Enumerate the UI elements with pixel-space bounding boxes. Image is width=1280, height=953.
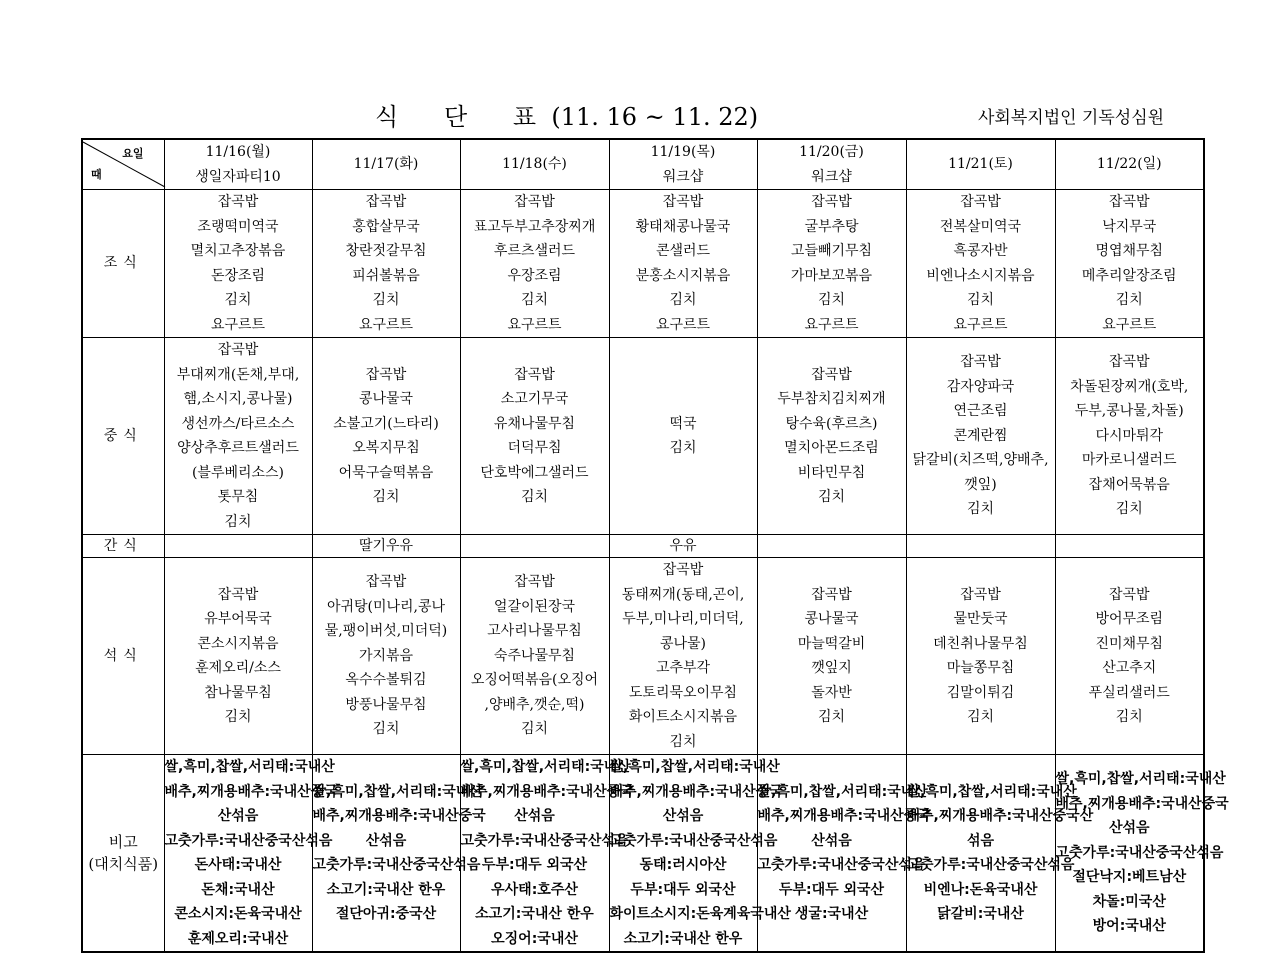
menu-item: 콘샐러드 [655, 243, 711, 259]
menu-item: (블루베리소스) [191, 464, 285, 481]
menu-cell [609, 535, 757, 558]
origin-note: 쌀,흑미,찹쌀,서리태:국내산 [312, 783, 483, 800]
menu-item: 연근조림 [953, 403, 1008, 420]
remarks-title: 비고 [108, 833, 138, 851]
menu-item: 잡곡밥 [1108, 586, 1150, 603]
menu-item: 김치 [224, 709, 252, 725]
menu-item: 콩나물) [659, 635, 707, 652]
origin-note: 배추,찌개용배추:국내산중국 [312, 808, 486, 824]
origin-note: 고춧가루:국내산중국산섞음 [609, 832, 778, 849]
meal-row-0 [82, 190, 1204, 338]
menu-cell [906, 558, 1055, 755]
menu-item: 얼갈이된장국 [493, 598, 576, 615]
menu-item: 고사리나물무침 [487, 623, 582, 640]
meal-plan-table [81, 138, 1229, 953]
menu-item: 화이트소시지볶음 [628, 709, 738, 725]
menu-item: 명엽채무침 [1095, 243, 1164, 259]
menu-item: 양상추후르트샐러드 [177, 440, 299, 456]
menu-cell [906, 535, 1055, 558]
meal-label: 간식 [82, 535, 164, 558]
meal-row-1 [82, 338, 1204, 535]
menu-item: 김치 [520, 721, 549, 738]
menu-item: 우장조림 [507, 267, 562, 284]
menu-cell [1055, 190, 1204, 338]
menu-cell [312, 558, 460, 755]
origin-note: 배추,찌개용배추:국내산중국 [164, 783, 338, 800]
meal-label: 석식 [82, 558, 164, 755]
day-date: 11/22(일) [1096, 156, 1162, 173]
menu-item: 깻잎지 [811, 660, 852, 676]
menu-item: 잡곡밥 [514, 194, 555, 210]
menu-item: 홍합살무국 [352, 218, 420, 235]
menu-item: 두부,콩나물,차돌) [1074, 403, 1184, 420]
meal-row-3 [82, 558, 1204, 755]
origin-note: 쌀,흑미,찹쌀,서리태:국내산 [164, 759, 335, 775]
menu-item: 마늘쫑무침 [946, 660, 1015, 676]
menu-item: 김치 [520, 292, 549, 308]
menu-item: 두부,미나리,미더덕, [622, 611, 744, 627]
menu-item: 피쉬볼볶음 [352, 267, 420, 284]
menu-item: 잡채어묵볶음 [1088, 476, 1170, 493]
menu-item: 물,팽이버섯,미더덕) [324, 623, 448, 640]
menu-item: 고들빼기무침 [790, 243, 873, 259]
menu-item: 요구르트 [210, 316, 266, 333]
menu-cell [312, 190, 460, 338]
origin-note: 고춧가루:국내산중국산섞음 [1055, 844, 1224, 861]
menu-item: 산고추지 [1102, 660, 1157, 676]
menu-cell [757, 338, 906, 535]
origin-note: 고춧가루:국내산중국산섞음 [164, 832, 333, 849]
origin-note: 배추,찌개용배추:국내산중국 [757, 808, 931, 824]
menu-item: 더덕무침 [507, 440, 562, 456]
menu-item: 잡곡밥 [1108, 354, 1150, 371]
menu-item: 훈제오리/소스 [195, 660, 281, 676]
menu-cell [460, 338, 609, 535]
origin-note: 쌀,흑미,찹쌀,서리태:국내산 [906, 783, 1077, 800]
menu-item: 잡곡밥 [365, 366, 407, 383]
menu-item: 차돌된장찌개(호박, [1070, 378, 1189, 395]
origin-note: 절단낙지:베트남산 [1072, 869, 1187, 886]
origin-note: 두부:대두 외국산 [481, 857, 588, 873]
origin-note: 생굴:국내산 [794, 906, 869, 922]
origin-note: 고춧가루:국내산중국산섞음 [906, 857, 1075, 873]
menu-item: 잡곡밥 [217, 586, 259, 603]
menu-item: 숙주나물무침 [493, 647, 576, 664]
origin-note: 산섞음 [1108, 820, 1150, 837]
menu-item: 김치 [669, 733, 697, 750]
menu-item: 김치 [966, 292, 995, 308]
header-row [82, 139, 1204, 190]
menu-item: 요구르트 [507, 316, 562, 333]
menu-item: 김치 [372, 292, 400, 308]
menu-item: 멸치아몬드조림 [784, 440, 879, 456]
origin-note: 산섞음 [811, 832, 852, 849]
menu-cell [757, 535, 906, 558]
menu-item: 김치 [372, 489, 400, 505]
menu-item: 김치 [372, 721, 400, 738]
menu-item: 동태찌개(동태,곤이, [621, 586, 745, 603]
origin-note: 돈채:국내산 [201, 881, 275, 898]
menu-item: 데친취나물무침 [933, 635, 1028, 652]
menu-cell [460, 535, 609, 558]
menu-item: 우유 [669, 538, 697, 554]
menu-item: 김치 [224, 513, 252, 530]
day-header [312, 139, 460, 190]
menu-item: 멸치고추장볶음 [190, 243, 286, 259]
origin-note-cell [1055, 755, 1229, 953]
origin-note: 쌀,흑미,찹쌀,서리태:국내산 [757, 783, 928, 800]
menu-item: 잡곡밥 [217, 342, 259, 358]
menu-item: 잡곡밥 [514, 366, 555, 383]
menu-item: ,양배추,깻순,떡) [484, 696, 585, 713]
menu-item: 김치 [1115, 501, 1143, 518]
menu-cell [164, 190, 312, 338]
menu-item: 유부어묵국 [204, 611, 272, 627]
origin-note-cell [164, 755, 338, 953]
menu-cell [312, 535, 460, 558]
day-date: 11/21(토) [948, 156, 1013, 173]
menu-item: 유채나물무침 [493, 415, 576, 432]
menu-item: 전복살미역국 [939, 218, 1022, 235]
origin-note-cell [757, 755, 931, 953]
origin-note: 소고기:국내산 한우 [475, 906, 594, 922]
menu-item: 창란젓갈무침 [345, 243, 427, 259]
origin-note: 쌀,흑미,찹쌀,서리태:국내산 [609, 759, 780, 775]
menu-cell [164, 535, 312, 558]
menu-item: 낙지무국 [1102, 218, 1157, 235]
menu-item: 잡곡밥 [811, 194, 852, 210]
origin-note: 섞음 [966, 832, 995, 849]
menu-item: 오복지무침 [352, 440, 420, 456]
menu-cell [164, 558, 312, 755]
day-header [609, 139, 757, 190]
menu-item: 두부참치김치찌개 [777, 391, 886, 407]
menu-item: 옥수수볼튀김 [345, 672, 427, 689]
meal-row-2 [82, 535, 1204, 558]
menu-item: 가지볶음 [358, 647, 414, 664]
menu-item: 깻잎) [964, 476, 997, 493]
day-date: 11/18(수) [502, 156, 567, 173]
menu-item: 잡곡밥 [365, 194, 407, 210]
origin-note-cell [312, 755, 486, 953]
origin-note: 화이트소시지:돈육계육국내산 [609, 906, 791, 922]
menu-cell [757, 558, 906, 755]
menu-item: 분홍소시지볶음 [635, 267, 731, 284]
menu-item: 방풍나물무침 [345, 696, 427, 713]
menu-item: 잡곡밥 [1108, 194, 1150, 210]
menu-cell [609, 558, 757, 755]
menu-item: 고추부각 [655, 660, 711, 676]
corner-diagonal [83, 142, 164, 187]
menu-item: 톳무침 [217, 489, 259, 505]
origin-note: 배추,찌개용배추:국내산중국 [460, 783, 634, 800]
menu-item: 잡곡밥 [217, 194, 259, 210]
origin-note-cell [609, 755, 791, 953]
menu-cell [460, 558, 609, 755]
origin-note: 산섞음 [514, 808, 555, 824]
menu-item: 소불고기(느타리) [333, 415, 439, 432]
menu-item: 요구르트 [1102, 316, 1157, 333]
menu-item: 닭갈비(치즈떡,양배추, [912, 452, 1049, 469]
menu-cell [906, 190, 1055, 338]
menu-item: 도토리묵오이무침 [628, 684, 738, 701]
origin-note: 오징어:국내산 [491, 930, 578, 947]
menu-item: 조랭떡미역국 [197, 218, 279, 235]
menu-item: 돌자반 [811, 684, 852, 701]
menu-item: 황태채콩나물국 [635, 218, 731, 235]
menu-cell [460, 190, 609, 338]
menu-item: 김말이튀김 [946, 684, 1015, 701]
menu-item: 김치 [1115, 292, 1143, 308]
origin-note: 두부:대두 외국산 [630, 881, 736, 898]
menu-item: 김치 [520, 489, 549, 505]
menu-item: 잡곡밥 [960, 354, 1001, 371]
origin-note: 산섞음 [217, 808, 259, 824]
menu-cell [609, 338, 757, 535]
menu-item: 가마보꼬볶음 [790, 267, 873, 284]
menu-item: 잡곡밥 [514, 574, 555, 591]
menu-cell [609, 190, 757, 338]
menu-item: 김치 [817, 489, 846, 505]
day-header [906, 139, 1055, 190]
menu-item: 비엔나소시지볶음 [926, 267, 1035, 284]
day-note: 워크샵 [662, 168, 704, 185]
origin-note: 닭갈비:국내산 [937, 906, 1024, 922]
menu-item: 탕수육(후르츠) [785, 415, 878, 432]
menu-cell [164, 338, 312, 535]
origin-note: 고춧가루:국내산중국산섞음 [460, 832, 629, 849]
origin-note: 훈제오리:국내산 [187, 930, 289, 947]
menu-cell [312, 338, 460, 535]
menu-item: 요구르트 [358, 316, 414, 333]
menu-item: 표고두부고추장찌개 [473, 218, 596, 235]
menu-item: 김치 [669, 292, 697, 308]
origin-note: 동태:러시아산 [639, 857, 727, 873]
menu-item: 돈장조림 [210, 267, 266, 284]
meal-label: 조식 [82, 190, 164, 338]
menu-item: 김치 [817, 709, 846, 725]
menu-item: 잡곡밥 [811, 586, 852, 603]
menu-item: 마늘떡갈비 [797, 635, 866, 652]
corner-day-label: 요일 [122, 147, 144, 160]
menu-item: 콩나물국 [804, 611, 859, 627]
menu-item: 소고기무국 [500, 391, 569, 407]
menu-item: 햄,소시지,콩나물) [183, 391, 293, 407]
menu-item: 다시마튀각 [1095, 427, 1164, 444]
menu-item: 요구르트 [655, 316, 711, 333]
menu-item: 메추리알장조림 [1081, 267, 1177, 284]
menu-item: 잡곡밥 [960, 586, 1001, 603]
menu-item: 김치 [966, 501, 995, 518]
origin-note: 쌀,흑미,찹쌀,서리태:국내산 [460, 759, 631, 775]
menu-item: 오징어떡볶음(오징어 [470, 672, 599, 689]
origin-note-cell [906, 755, 1094, 953]
menu-item: 잡곡밥 [960, 194, 1001, 210]
day-note: 생일자파티10 [195, 168, 281, 185]
remarks-label [82, 755, 164, 953]
menu-item: 방어무조림 [1095, 611, 1164, 627]
menu-item: 참나물무침 [204, 684, 272, 701]
origin-note: 우사태:호주산 [491, 881, 578, 898]
menu-item: 콩나물국 [358, 391, 414, 407]
menu-item: 콘계란찜 [953, 427, 1008, 444]
menu-item: 물만둣국 [953, 611, 1008, 627]
origin-note: 배추,찌개용배추:국내산중국산 [906, 808, 1094, 824]
menu-cell [1055, 338, 1204, 535]
origin-note-cell [460, 755, 634, 953]
menu-item: 딸기우유 [358, 538, 414, 554]
origin-note: 비엔나:돈육국내산 [923, 881, 1038, 898]
day-header [460, 139, 609, 190]
menu-item: 김치 [817, 292, 846, 308]
menu-item: 요구르트 [804, 316, 859, 333]
meal-label: 중식 [82, 338, 164, 535]
day-header [1055, 139, 1204, 190]
menu-item: 잡곡밥 [662, 194, 704, 210]
page-title: 식 단 표 (11. 16 ~ 11. 22) [375, 103, 759, 131]
menu-item: 진미채무침 [1095, 635, 1164, 652]
menu-item: 아귀탕(미나리,콩나 [326, 598, 446, 615]
menu-item: 후르츠샐러드 [493, 243, 576, 259]
menu-item: 김치 [669, 440, 697, 456]
menu-cell [1055, 535, 1204, 558]
origin-note: 소고기:국내산 한우 [326, 881, 446, 898]
menu-item: 마카로니샐러드 [1081, 452, 1177, 469]
origin-note: 소고기:국내산 한우 [623, 930, 743, 947]
menu-item: 흑콩자반 [953, 243, 1008, 259]
corner-meal-label: 때 [91, 168, 102, 181]
menu-item: 잡곡밥 [365, 574, 407, 591]
origin-note: 돈사태:국내산 [194, 857, 282, 873]
menu-item: 단호박에그샐러드 [480, 464, 589, 481]
origin-note: 산섞음 [662, 808, 704, 824]
origin-note: 절단아귀:중국산 [335, 906, 437, 922]
day-date: 11/19(목) [650, 144, 716, 160]
menu-item: 생선까스/타르소스 [181, 415, 295, 432]
menu-item: 푸실리샐러드 [1088, 684, 1170, 701]
remarks-subtitle: (대치식품) [88, 855, 159, 873]
day-header [757, 139, 906, 190]
menu-cell [1055, 558, 1204, 755]
menu-item: 김치 [966, 709, 995, 725]
menu-item: 잡곡밥 [811, 366, 852, 383]
organization-name: 사회복지법인 기독성심원 [978, 108, 1165, 128]
menu-item: 김치 [224, 292, 252, 308]
menu-item: 감자양파국 [946, 378, 1015, 395]
origin-note: 고춧가루:국내산중국산섞음 [757, 857, 926, 873]
day-date: 11/17(화) [353, 156, 419, 173]
origin-note: 배추,찌개용배추:국내산중국 [1055, 795, 1229, 812]
day-date: 11/20(금) [799, 144, 864, 160]
menu-item: 굴부추탕 [804, 218, 859, 235]
origin-note: 방어:국내산 [1092, 918, 1166, 935]
menu-item: 잡곡밥 [662, 562, 704, 578]
day-note: 워크샵 [811, 168, 852, 185]
origin-note: 고춧가루:국내산중국산섞음 [312, 857, 481, 873]
menu-item: 콘소시지볶음 [197, 635, 279, 652]
menu-cell [757, 190, 906, 338]
menu-item: 어묵구슬떡볶음 [338, 464, 434, 481]
day-date: 11/16(월) [205, 144, 271, 160]
origin-note: 콘소시지:돈육국내산 [174, 906, 302, 922]
remarks-row [82, 755, 1204, 953]
menu-item: 요구르트 [953, 316, 1008, 333]
menu-item: 김치 [1115, 709, 1143, 725]
origin-note: 두부:대두 외국산 [778, 881, 885, 898]
origin-note: 산섞음 [365, 832, 407, 849]
menu-item: 부대찌개(돈채,부대, [176, 366, 300, 383]
menu-item: 비타민무침 [797, 464, 866, 481]
origin-note: 배추,찌개용배추:국내산중국 [609, 783, 783, 800]
menu-item: 떡국 [669, 415, 697, 432]
menu-cell [906, 338, 1055, 535]
origin-note: 차돌:미국산 [1092, 893, 1166, 910]
origin-note: 쌀,흑미,찹쌀,서리태:국내산 [1055, 771, 1226, 788]
corner-cell [82, 139, 164, 190]
day-header [164, 139, 312, 190]
